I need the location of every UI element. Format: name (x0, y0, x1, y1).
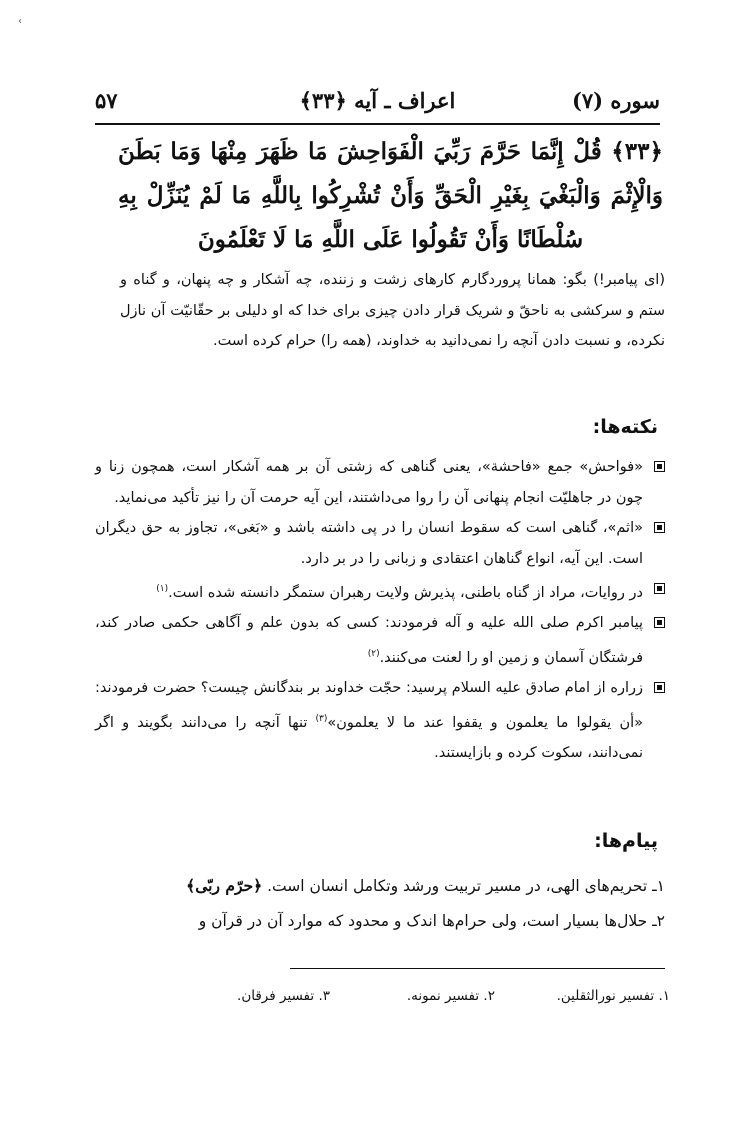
message-item (95, 868, 665, 904)
note-item (95, 574, 665, 608)
note-text: «اثم»، گناهی است که سقوط انسان را در پی داشته باشد و «بَغی»، تجاوز به حق دیگران است. این آیه، انواع گناهان اعتقادی و زبانی را در بر دارد. (95, 520, 643, 567)
note-text: پیامبر اکرم صلی الله علیه و آله فرمودند: کسی که بدون علم و آگاهی حکمی صادر کند، فرشتگان آسمان و زمین او را لعنت می‌کنند. (95, 615, 643, 666)
footnote: ۲. تفسیر نمونه. (406, 988, 495, 1004)
verse-translation: (ای پیامبر!) بگو: همانا پروردگارم کارهای زشت و زننده، چه آشکار و چه پنهان، و گناه و ستم و سرکشی به ناحقّ و شریک قرار دادن چیزی برای خدا که او دلیلی بر حقّانیّت آن نازل نکرده، و نسبت دادن آنچه را نمی‌دانید به خداوند، (همه را) حرام کرده است. (120, 272, 665, 349)
note-item (95, 513, 665, 574)
note-text: زراره از امام صادق علیه السلام پرسید: حجّت خداوند بر بندگانش چیست؟ حضرت فرمودند: «أن يقولوا ما يعلمون و يقفوا عند ما لا يعلمون» (95, 680, 643, 731)
footnote-ref: (۱) (156, 584, 169, 594)
note-text: در روایات، مراد از گناه باطنی، پذیرش ولایت رهبران ستمگر دانسته شده است. (168, 584, 643, 601)
message-text: ۲ـ حلال‌ها بسیار است، ولی حرام‌ها اندک و محدود که موارد آن در قرآن و (198, 912, 665, 930)
square-bullet-icon (654, 682, 665, 693)
page-number: ۵۷ (95, 88, 118, 113)
footnote: ۳. تفسیر فرقان. (237, 988, 330, 1004)
footnote-ref: (۳) (315, 713, 328, 724)
footnote-divider (290, 968, 665, 969)
note-item (95, 452, 665, 513)
page-header (95, 88, 660, 120)
footnotes (200, 988, 670, 1012)
note-item (95, 673, 665, 768)
square-bullet-icon (654, 617, 665, 628)
note-item (95, 608, 665, 673)
note-text-continued: تنها آنچه را می‌دانند بگویند و اگر نمی‌دانند، سکوت کرده و بازایستند. (95, 714, 643, 761)
messages-list (95, 868, 665, 939)
notes-title: نکته‌ها: (592, 416, 658, 438)
corner-mark: ‹ (18, 16, 22, 27)
header-divider (95, 123, 660, 125)
message-quote: ﴿حرّم ربّی﴾ (186, 876, 263, 895)
surah-label: سوره (۷) (571, 88, 660, 113)
square-bullet-icon (654, 522, 665, 533)
quran-verse: ﴿۳۳﴾ قُلْ إِنَّمَا حَرَّمَ رَبِّيَ الْفَوَاحِشَ مَا ظَهَرَ مِنْهَا وَمَا بَطَنَ وَالْإِثْمَ وَالْبَغْيَ بِغَيْرِ الْحَقِّ وَأَنْ تُشْرِكُوا بِاللَّهِ مَا لَمْ يُنَزِّلْ بِهِ سُلْطَانًا وَأَنْ تَقُولُوا عَلَى اللَّهِ مَا لَا تَعْلَمُونَ (118, 138, 663, 253)
footnote: ۱. تفسیر نورالثقلین. (556, 988, 670, 1004)
note-text: «فواحش» جمع «فاحشة»، یعنی گناهی که زشتی آن بر همه آشکار است، همچون زنا و چون در جاهلیّت انجام پنهانی آن را روا می‌داشتند، این آیه حرمت آن را نیز تأکید می‌نماید. (95, 459, 643, 506)
message-text: ۱ـ تحریم‌های الهی، در مسیر تربیت ورشد وتکامل انسان است. (267, 877, 665, 895)
square-bullet-icon (654, 461, 665, 472)
footnote-ref: (۲) (367, 648, 380, 659)
notes-list (95, 452, 665, 768)
messages-title: پیام‌ها: (594, 830, 658, 852)
message-item (95, 904, 665, 939)
square-bullet-icon (654, 583, 665, 594)
verse-reference: اعراف ـ آیه ﴿۳۳﴾ (299, 88, 456, 113)
